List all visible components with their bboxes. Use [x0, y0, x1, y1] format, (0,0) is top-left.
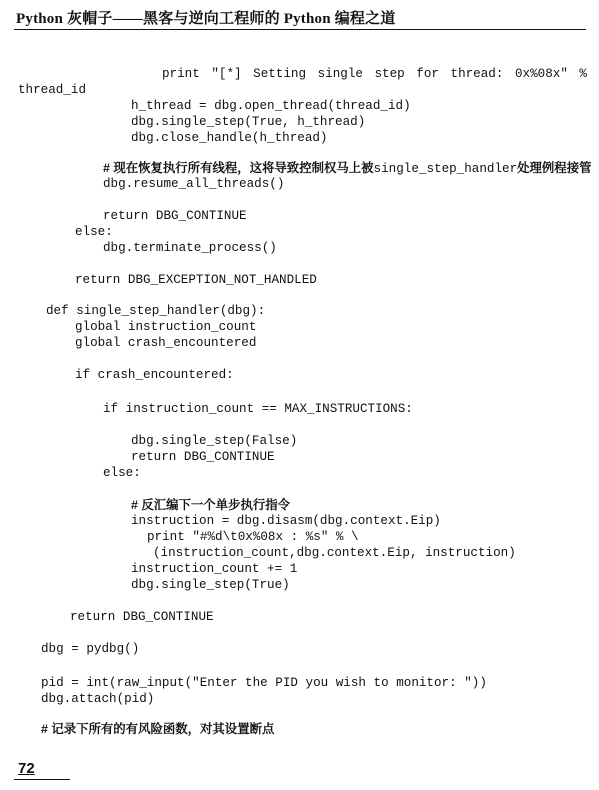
code-line: return DBG_EXCEPTION_NOT_HANDLED [75, 273, 317, 287]
code-line: h_thread = dbg.open_thread(thread_id) [131, 99, 411, 113]
code-line: pid = int(raw_input("Enter the PID you wish to monitor: ")) [41, 676, 487, 690]
code-line: thread_id [18, 83, 87, 97]
code-line: return DBG_CONTINUE [70, 610, 214, 624]
code-line: dbg.close_handle(h_thread) [131, 131, 328, 145]
code-line: dbg.terminate_process() [103, 241, 277, 255]
code-line: print "[*] Setting single step for thread: 0x%08x" % [162, 67, 587, 81]
code-line: global crash_encountered [75, 336, 257, 350]
code-line: return DBG_CONTINUE [103, 209, 247, 223]
code-comment-disasm: # 反汇编下一个单步执行指令 [131, 498, 291, 512]
page-number: 72 [18, 760, 35, 777]
comment-text: 处理例程接管 [517, 161, 592, 175]
code-line: dbg.attach(pid) [41, 692, 155, 706]
code-line: dbg = pydbg() [41, 642, 140, 656]
code-line: return DBG_CONTINUE [131, 450, 275, 464]
page-number-rule [14, 779, 70, 780]
code-line: if crash_encountered: [75, 368, 234, 382]
comment-text: # 现在恢复执行所有线程，这将导致控制权马上被 [103, 161, 374, 175]
code-comment-dangerous: # 记录下所有的有风险函数，对其设置断点 [41, 722, 275, 736]
code-line: else: [75, 225, 113, 239]
code-line: dbg.single_step(False) [131, 434, 298, 448]
code-line: dbg.resume_all_threads() [103, 177, 285, 191]
code-line: dbg.single_step(True) [131, 578, 290, 592]
code-line: else: [103, 466, 141, 480]
code-line: if instruction_count == MAX_INSTRUCTIONS: [103, 402, 413, 416]
comment-code-ref: single_step_handler [373, 162, 518, 176]
code-line: instruction_count += 1 [131, 562, 298, 576]
code-line: global instruction_count [75, 320, 257, 334]
code-line: def single_step_handler(dbg): [46, 304, 266, 318]
code-comment-resume [103, 160, 591, 177]
code-line: instruction = dbg.disasm(dbg.context.Eip) [131, 514, 441, 528]
page-header-title: Python 灰帽子——黑客与逆向工程师的 Python 编程之道 [16, 11, 396, 27]
code-line: dbg.single_step(True, h_thread) [131, 115, 366, 129]
code-line: print "#%d\t0x%08x : %s" % \ [147, 530, 359, 544]
code-line: (instruction_count,dbg.context.Eip, instruction) [153, 546, 516, 560]
